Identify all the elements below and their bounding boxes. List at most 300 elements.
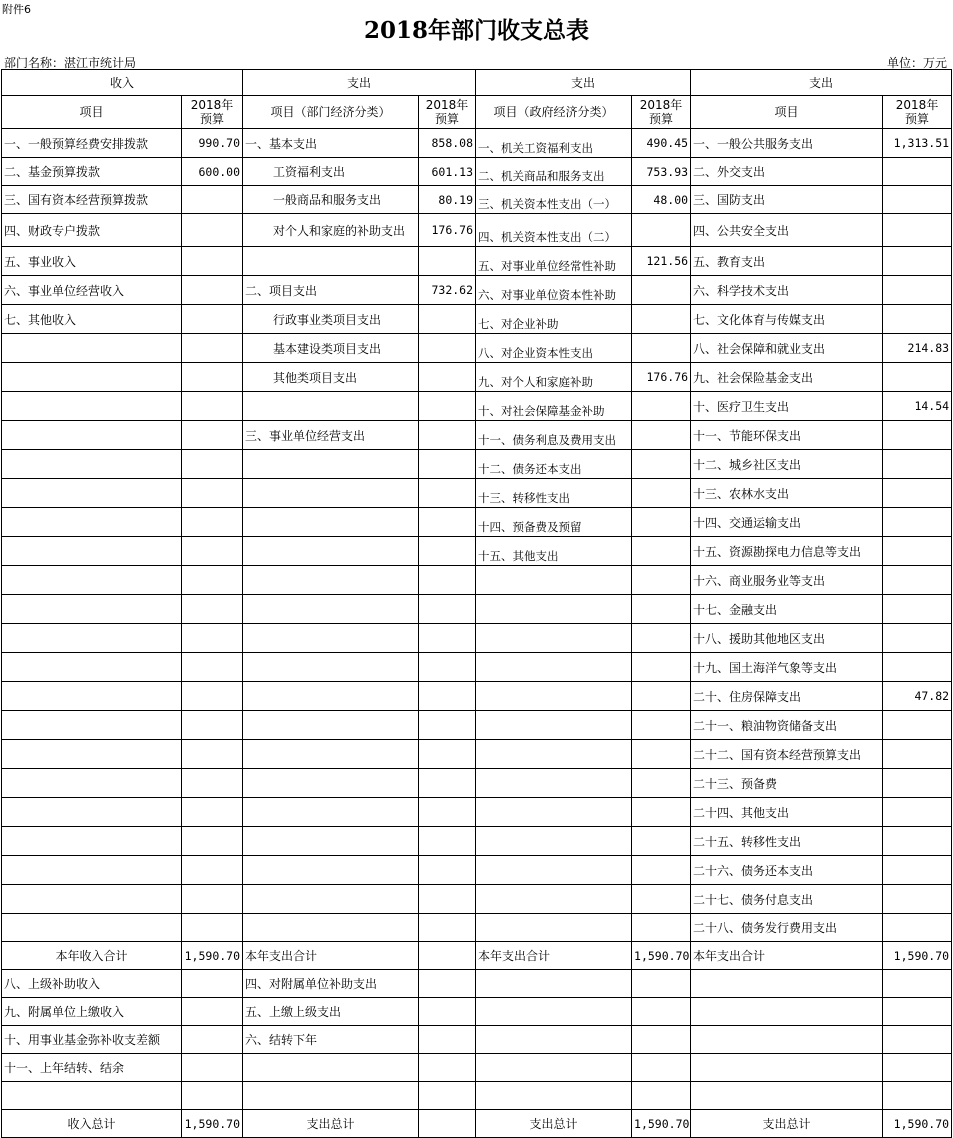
extra_rows-row [2,970,952,998]
rows-cell [419,421,476,450]
rows-cell [182,537,243,566]
col-dept-budget: 2018年 预算 [419,96,476,129]
extra_rows-cell [691,1082,883,1110]
rows-cell [419,711,476,740]
rows-cell: 五、对事业单位经常性补助 [476,247,632,276]
rows-cell [2,769,182,798]
extra_rows-cell: 五、上缴上级支出 [243,998,419,1026]
rows-cell [419,566,476,595]
rows-cell [2,450,182,479]
extra_rows-row [2,1054,952,1082]
rows-cell: 八、社会保障和就业支出 [691,334,883,363]
rows-cell: 七、其他收入 [2,305,182,334]
rows-cell [182,827,243,856]
rows-cell: 十八、援助其他地区支出 [691,624,883,653]
rows-cell [883,914,952,942]
rows-cell [476,682,632,711]
rows-cell: 十七、金融支出 [691,595,883,624]
extra_rows-cell [883,1054,952,1082]
rows-cell: 行政事业类项目支出 [243,305,419,334]
rows-cell: 十三、农林水支出 [691,479,883,508]
rows-cell [182,624,243,653]
rows-cell: 二、基金预算拨款 [2,158,182,186]
rows-cell: 47.82 [883,682,952,711]
rows-cell [632,595,691,624]
rows-cell: 四、机关资本性支出（二） [476,214,632,247]
extra_rows-cell: 九、附属单位上缴收入 [2,998,182,1026]
rows-cell [476,595,632,624]
rows-cell: 二十三、预备费 [691,769,883,798]
extra_rows-cell [476,970,632,998]
rows-cell: 五、教育支出 [691,247,883,276]
rows-cell [883,214,952,247]
rows-cell [883,827,952,856]
page-title: 2018年部门收支总表 [363,17,589,44]
rows-cell [632,740,691,769]
extra_rows-cell: 四、对附属单位补助支出 [243,970,419,998]
rows-cell [243,885,419,914]
rows-cell [419,740,476,769]
rows-cell [883,186,952,214]
rows-cell: 六、对事业单位资本性补助 [476,276,632,305]
department-name: 部门名称：湛江市统计局 [4,56,137,70]
rows-cell [419,508,476,537]
rows-cell: 176.76 [419,214,476,247]
rows-cell [243,479,419,508]
group-expense-dept: 支出 [243,70,476,96]
rows-cell [632,450,691,479]
extra_rows-cell [632,998,691,1026]
rows-cell [243,711,419,740]
rows-cell [476,798,632,827]
grand_row-cell: 支出总计 [476,1110,632,1138]
rows-row [2,827,952,856]
col-dept-item: 项目（部门经济分类） [243,96,419,129]
extra_rows-row [2,998,952,1026]
rows-cell [182,334,243,363]
rows-cell: 121.56 [632,247,691,276]
extra_rows-cell [476,1026,632,1054]
rows-cell [2,740,182,769]
grand_row-cell: 1,590.70 [182,1110,243,1138]
rows-cell [883,711,952,740]
budget-table [1,69,952,1138]
rows-cell: 80.19 [419,186,476,214]
group-expense-func: 支出 [691,70,952,96]
extra_rows-cell [182,998,243,1026]
rows-cell [883,653,952,682]
rows-row [2,334,952,363]
extra_rows-cell [632,1026,691,1054]
rows-row [2,129,952,158]
rows-cell [2,595,182,624]
group-income: 收入 [2,70,243,96]
rows-cell [243,856,419,885]
rows-cell: 二十、住房保障支出 [691,682,883,711]
rows-cell: 十六、商业服务业等支出 [691,566,883,595]
rows-cell: 490.45 [632,129,691,158]
extra_rows-cell [691,1054,883,1082]
rows-cell [419,595,476,624]
extra_rows-cell [419,1054,476,1082]
rows-cell: 600.00 [182,158,243,186]
rows-row [2,158,952,186]
rows-cell: 九、对个人和家庭补助 [476,363,632,392]
rows-cell [182,740,243,769]
extra_rows-cell [883,1082,952,1110]
totals_row-cell: 本年支出合计 [476,942,632,970]
rows-cell [182,682,243,711]
rows-cell: 二十五、转移性支出 [691,827,883,856]
rows-cell: 三、国防支出 [691,186,883,214]
rows-cell [632,798,691,827]
rows-cell: 二十一、粮油物资储备支出 [691,711,883,740]
rows-cell: 八、对企业资本性支出 [476,334,632,363]
extra_rows-cell [182,970,243,998]
rows-cell: 二十八、债务发行费用支出 [691,914,883,942]
rows-row [2,595,952,624]
rows-cell: 五、事业收入 [2,247,182,276]
rows-cell: 二、机关商品和服务支出 [476,158,632,186]
rows-cell [243,392,419,421]
rows-cell: 十四、交通运输支出 [691,508,883,537]
rows-cell: 十五、资源勘探电力信息等支出 [691,537,883,566]
rows-cell [476,885,632,914]
rows-cell [632,537,691,566]
rows-cell [182,214,243,247]
rows-cell [883,595,952,624]
rows-cell [182,421,243,450]
rows-cell [243,682,419,711]
rows-cell [632,653,691,682]
extra_rows-cell [476,998,632,1026]
rows-cell: 七、文化体育与传媒支出 [691,305,883,334]
rows-cell [883,740,952,769]
rows-cell: 一、机关工资福利支出 [476,129,632,158]
rows-cell [182,885,243,914]
rows-cell [2,711,182,740]
extra_rows-cell [476,1082,632,1110]
rows-cell [2,624,182,653]
rows-cell [419,334,476,363]
rows-cell: 四、财政专户拨款 [2,214,182,247]
rows-cell [419,856,476,885]
rows-cell: 十三、转移性支出 [476,479,632,508]
rows-cell [883,450,952,479]
rows-cell [632,566,691,595]
rows-cell: 工资福利支出 [243,158,419,186]
rows-row [2,186,952,214]
extra_rows-cell [632,1082,691,1110]
rows-cell [243,537,419,566]
rows-cell [632,334,691,363]
rows-cell: 三、事业单位经营支出 [243,421,419,450]
rows-cell [2,798,182,827]
rows-cell: 1,313.51 [883,129,952,158]
rows-cell: 一般商品和服务支出 [243,186,419,214]
col-func-budget: 2018年 预算 [883,96,952,129]
rows-cell [632,885,691,914]
col-gov-budget: 2018年 预算 [632,96,691,129]
rows-cell: 858.08 [419,129,476,158]
rows-cell [2,392,182,421]
rows-cell [243,827,419,856]
rows-cell [883,363,952,392]
rows-cell [632,827,691,856]
rows-cell [632,856,691,885]
rows-row [2,450,952,479]
rows-cell [419,247,476,276]
rows-cell [883,856,952,885]
extra_rows-cell [2,1082,182,1110]
rows-cell: 214.83 [883,334,952,363]
rows-cell [883,276,952,305]
rows-cell: 601.13 [419,158,476,186]
totals_row-row [2,942,952,970]
extra_rows-cell: 十、用事业基金弥补收支差额 [2,1026,182,1054]
rows-cell [182,914,243,942]
extra_rows-cell [182,1082,243,1110]
rows-row [2,914,952,942]
rows-cell [419,885,476,914]
grand_row-cell: 收入总计 [2,1110,182,1138]
rows-cell [632,682,691,711]
rows-cell [476,711,632,740]
rows-cell: 十五、其他支出 [476,537,632,566]
rows-cell [476,566,632,595]
rows-cell [243,508,419,537]
extra_rows-cell [243,1082,419,1110]
rows-cell [182,856,243,885]
rows-cell: 14.54 [883,392,952,421]
rows-cell [476,856,632,885]
rows-cell [182,566,243,595]
rows-cell [632,276,691,305]
rows-cell [243,624,419,653]
rows-cell [182,595,243,624]
rows-cell: 四、公共安全支出 [691,214,883,247]
rows-cell [632,305,691,334]
rows-cell [883,421,952,450]
grand_row-cell: 支出总计 [243,1110,419,1138]
extra_rows-cell [883,998,952,1026]
rows-cell: 一、基本支出 [243,129,419,158]
rows-row [2,740,952,769]
totals_row-cell: 1,590.70 [883,942,952,970]
rows-cell [632,624,691,653]
rows-cell: 对个人和家庭的补助支出 [243,214,419,247]
rows-cell [243,450,419,479]
rows-cell [182,305,243,334]
rows-cell: 十、对社会保障基金补助 [476,392,632,421]
rows-cell [632,392,691,421]
rows-cell: 一、一般预算经费安排拨款 [2,129,182,158]
group-expense-gov: 支出 [476,70,691,96]
rows-cell [632,479,691,508]
rows-cell [2,856,182,885]
rows-cell [2,914,182,942]
rows-cell [243,798,419,827]
rows-cell [883,537,952,566]
rows-cell [419,537,476,566]
extra_rows-row [2,1026,952,1054]
rows-cell [419,305,476,334]
rows-cell [2,653,182,682]
group-header-row [2,70,952,96]
rows-cell: 732.62 [419,276,476,305]
rows-cell: 二、项目支出 [243,276,419,305]
rows-cell: 十九、国土海洋气象等支出 [691,653,883,682]
rows-cell [883,624,952,653]
rows-cell [883,566,952,595]
grand_row-row [2,1110,952,1138]
rows-cell: 753.93 [632,158,691,186]
totals_row-cell [419,942,476,970]
rows-cell [243,247,419,276]
rows-cell [883,247,952,276]
rows-cell: 一、一般公共服务支出 [691,129,883,158]
rows-cell [883,769,952,798]
rows-cell: 二十七、债务付息支出 [691,885,883,914]
rows-cell [632,508,691,537]
rows-cell [182,769,243,798]
rows-cell: 二十六、债务还本支出 [691,856,883,885]
extra_rows-cell [243,1054,419,1082]
rows-cell [883,479,952,508]
rows-row [2,305,952,334]
extra_rows-cell [419,970,476,998]
extra_rows-cell: 十一、上年结转、结余 [2,1054,182,1082]
rows-cell [182,247,243,276]
rows-cell [632,914,691,942]
rows-cell: 二、外交支出 [691,158,883,186]
rows-cell: 十、医疗卫生支出 [691,392,883,421]
col-income-item: 项目 [2,96,182,129]
rows-row [2,214,952,247]
extra_rows-cell [883,970,952,998]
rows-row [2,392,952,421]
rows-cell: 三、国有资本经营预算拨款 [2,186,182,214]
rows-cell [883,508,952,537]
rows-row [2,856,952,885]
rows-cell: 九、社会保险基金支出 [691,363,883,392]
rows-cell [419,479,476,508]
rows-cell [883,798,952,827]
col-gov-item: 项目（政府经济分类） [476,96,632,129]
totals_row-cell: 本年支出合计 [243,942,419,970]
rows-row [2,363,952,392]
extra_rows-cell [182,1026,243,1054]
rows-cell [182,508,243,537]
rows-cell [243,595,419,624]
rows-cell: 六、事业单位经营收入 [2,276,182,305]
rows-row [2,769,952,798]
extra_rows-cell [632,970,691,998]
rows-cell [243,769,419,798]
extra_rows-cell [883,1026,952,1054]
rows-cell [883,885,952,914]
rows-cell: 176.76 [632,363,691,392]
rows-cell [2,682,182,711]
rows-cell [476,740,632,769]
rows-cell [419,827,476,856]
rows-cell [883,305,952,334]
rows-cell [182,711,243,740]
rows-cell [2,508,182,537]
extra_rows-cell: 六、结转下年 [243,1026,419,1054]
extra_rows-cell [691,1026,883,1054]
rows-cell [419,363,476,392]
rows-cell [182,186,243,214]
rows-cell [2,827,182,856]
totals_row-cell: 本年支出合计 [691,942,883,970]
rows-cell [2,363,182,392]
rows-cell [419,392,476,421]
rows-cell [2,566,182,595]
rows-cell [243,740,419,769]
rows-cell [476,827,632,856]
extra_rows-row [2,1082,952,1110]
rows-cell [2,537,182,566]
rows-cell: 七、对企业补助 [476,305,632,334]
extra_rows-cell [632,1054,691,1082]
extra_rows-cell [476,1054,632,1082]
rows-row [2,479,952,508]
rows-cell [419,769,476,798]
rows-cell [419,624,476,653]
unit-label: 单位：万元 [886,56,947,70]
rows-cell [419,914,476,942]
totals_row-cell: 1,590.70 [632,942,691,970]
grand_row-cell: 1,590.70 [632,1110,691,1138]
rows-row [2,537,952,566]
rows-cell: 二十二、国有资本经营预算支出 [691,740,883,769]
extra_rows-cell [419,1082,476,1110]
rows-cell [182,479,243,508]
rows-cell [2,479,182,508]
rows-cell: 990.70 [182,129,243,158]
rows-cell: 六、科学技术支出 [691,276,883,305]
rows-row [2,885,952,914]
rows-cell [883,158,952,186]
rows-cell [632,421,691,450]
rows-cell [476,624,632,653]
rows-cell [476,914,632,942]
rows-row [2,421,952,450]
rows-cell [182,798,243,827]
col-func-item: 项目 [691,96,883,129]
rows-cell: 三、机关资本性支出（一） [476,186,632,214]
rows-cell: 基本建设类项目支出 [243,334,419,363]
rows-cell: 十四、预备费及预留 [476,508,632,537]
rows-cell [419,798,476,827]
rows-row [2,247,952,276]
grand_row-cell [419,1110,476,1138]
rows-cell [182,450,243,479]
rows-cell [632,711,691,740]
rows-row [2,624,952,653]
rows-cell [182,392,243,421]
rows-cell: 十一、节能环保支出 [691,421,883,450]
rows-cell: 48.00 [632,186,691,214]
extra_rows-cell [419,998,476,1026]
rows-cell [419,682,476,711]
rows-cell: 十二、城乡社区支出 [691,450,883,479]
rows-cell: 十一、债务利息及费用支出 [476,421,632,450]
rows-row [2,682,952,711]
totals_row-cell: 1,590.70 [182,942,243,970]
rows-row [2,508,952,537]
